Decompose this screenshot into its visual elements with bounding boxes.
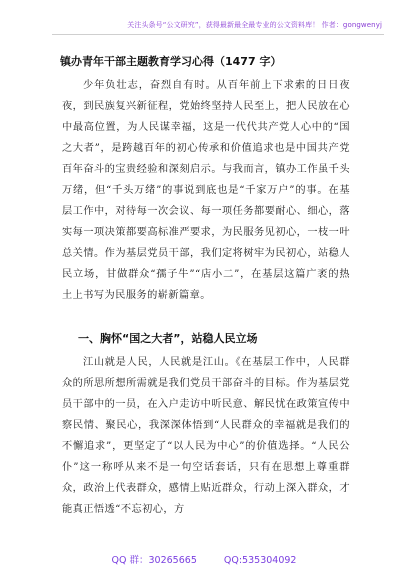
- header-banner: 关注头条号“公文研究”，获得最新最全最专业的公文资料库！ 作者：gongwenyj: [127, 21, 382, 29]
- page-footer: [0, 552, 408, 566]
- paragraph-2: 江山就是人民，人民就是江山。《在基层工作中，人民群众的所思所想所需就是我们党员干部奋斗的目标。作为基层党员干部中的一员，在入户走访中听民意、解民忧在政策宣传中察民情、聚民心，我深深体悟到“人民群众的幸福就是我们的不懈追求”，更坚定了“以人民为中心”的价值选择。“人民公仆”这一称呼从来不是一句空话套话，只有在思想上尊重群众，政治上代表群众，感情上贴近群众，行动上深入群众，才能真正悟透“不忘初心，方: [62, 357, 350, 515]
- header-divider: [52, 34, 384, 35]
- paragraph-1: 少年负壮志，奋烈自有时。从百年前上下求索的日日夜夜，到民族复兴新征程，党始终坚持人民至上，把人民放在心中最高位置，为人民谋幸福，这是一代代共产党人心中的“国之大者”，是跨越百年的初心传承和价值追求也是中国共产党百年奋斗的宝贵经验和深刻启示。与我而言，镇办工作虽千头万绪，但“千头万绪”的事说到底也是“千家万户”的事。在基层工作中，对待每一次会议、每一项任务都要耐心、细心，落实每一项决策都要高标准严要求，为民服务见初心，一枝一叶总关情。作为基层党员干部，我们定将树牢为民初心，站稳人民立场，甘做群众“孺子牛”“店小二”，在基层这篇广袤的热土上书写为民服务的崭新篇章。: [62, 80, 350, 301]
- footer-qq: QQ:535304092: [223, 555, 297, 566]
- footer-qq-group: QQ 群：30265665: [111, 555, 197, 566]
- section-heading-1: 一、胸怀“国之大者”，站稳人民立场: [78, 332, 258, 345]
- document-title: 镇办青年干部主题教育学习心得（1477 字）: [60, 55, 282, 68]
